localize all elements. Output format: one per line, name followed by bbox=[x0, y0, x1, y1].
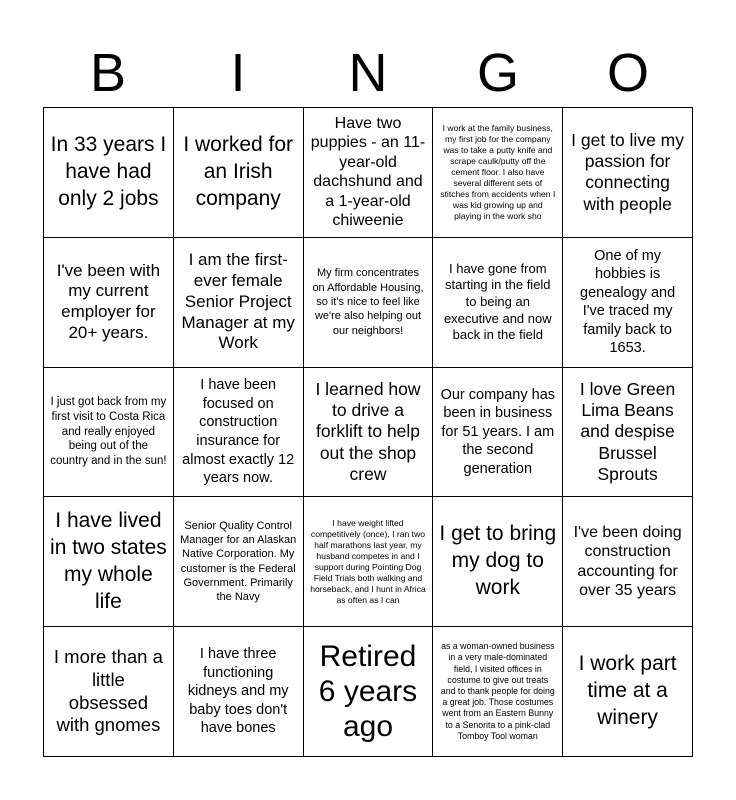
cell-text: as a woman-owned business in a very male-dominated field, I visited offices in costume to give out treats and to thank people for doing a great job. Those costumes went from an Eastern Bunny to a Senorita to a pink-clad Tomboy Tool woman bbox=[440, 641, 555, 741]
cell-text: I work at the family business, my first job for the company was to take a putty knife and scrape caulk/putty off the cement floor. I also have several different sets of stitches from accidents when I was kid growing up and playing in the work sho bbox=[440, 123, 556, 221]
header-letter-o: O bbox=[606, 43, 649, 103]
cell-text: I have been focused on construction insurance for almost exactly 12 years now. bbox=[182, 377, 295, 487]
cell-text: I have three functioning kidneys and my baby toes don't have bones bbox=[187, 646, 289, 737]
bingo-cell-i2[interactable] bbox=[174, 238, 304, 368]
bingo-cell-n5[interactable] bbox=[304, 627, 434, 757]
bingo-cell-b2[interactable] bbox=[44, 238, 174, 368]
bingo-cell-o3[interactable] bbox=[563, 368, 693, 498]
bingo-cell-i4[interactable] bbox=[174, 497, 304, 627]
bingo-cell-n3[interactable] bbox=[304, 368, 434, 498]
bingo-cell-n1[interactable] bbox=[304, 108, 434, 238]
cell-text: In 33 years I have had only 2 jobs bbox=[50, 133, 167, 210]
bingo-cell-o2[interactable] bbox=[563, 238, 693, 368]
cell-text: Have two puppies - an 11-year-old dachshund and a 1-year-old chiweenie bbox=[310, 114, 426, 230]
bingo-cell-o1[interactable] bbox=[563, 108, 693, 238]
cell-text: I've been doing construction accounting for over 35 years bbox=[573, 523, 682, 600]
bingo-header bbox=[43, 40, 693, 106]
cell-text: I've been with my current employer for 20+ years. bbox=[56, 260, 161, 342]
header-letter-g: G bbox=[476, 43, 519, 103]
bingo-cell-o4[interactable] bbox=[563, 497, 693, 627]
bingo-cell-b3[interactable] bbox=[44, 368, 174, 498]
cell-text: I just got back from my first visit to Costa Rica and really enjoyed being out of the country and in the sun! bbox=[50, 395, 167, 468]
bingo-cell-g2[interactable] bbox=[433, 238, 563, 368]
cell-text: One of my hobbies is genealogy and I've traced my family back to 1653. bbox=[580, 247, 676, 357]
cell-text: I worked for an Irish company bbox=[183, 133, 294, 210]
bingo-cell-b5[interactable] bbox=[44, 627, 174, 757]
cell-text: I have weight lifted competitively (once), I ran two half marathons last year, my husband competes in and I support during Pointing Dog Field Trials both walking and horseback, and I hunt in Africa as often as I can bbox=[310, 518, 426, 605]
bingo-cell-g1[interactable] bbox=[433, 108, 563, 238]
bingo-cell-i5[interactable] bbox=[174, 627, 304, 757]
cell-text: I am the first-ever female Senior Project Manager at my Work bbox=[181, 250, 295, 353]
cell-text: Our company has been in business for 51 years. I am the second generation bbox=[440, 386, 556, 477]
bingo-cell-g3[interactable] bbox=[433, 368, 563, 498]
bingo-cell-i3[interactable] bbox=[174, 368, 304, 498]
bingo-cell-g4[interactable] bbox=[433, 497, 563, 627]
cell-text: I have gone from starting in the field to being an executive and now back in the field bbox=[443, 260, 552, 343]
cell-text: I have lived in two states my whole life bbox=[50, 509, 167, 613]
bingo-cell-n2[interactable] bbox=[304, 238, 434, 368]
bingo-cell-i1[interactable] bbox=[174, 108, 304, 238]
bingo-cell-n4[interactable] bbox=[304, 497, 434, 627]
cell-text: My firm concentrates on Affordable Housing, so it's nice to feel like we're also helping out our neighbors! bbox=[312, 267, 424, 337]
cell-text: I love Green Lima Beans and despise Brussel Sprouts bbox=[579, 378, 676, 484]
header-letter-i: I bbox=[230, 43, 246, 103]
cell-text: I more than a little obsessed with gnomes bbox=[53, 646, 163, 736]
cell-text: Retired 6 years ago bbox=[318, 639, 418, 744]
bingo-cell-g5[interactable] bbox=[433, 627, 563, 757]
bingo-cell-b1[interactable] bbox=[44, 108, 174, 238]
bingo-cell-b4[interactable] bbox=[44, 497, 174, 627]
cell-text: I get to live my passion for connecting with people bbox=[571, 129, 684, 214]
header-letter-b: B bbox=[89, 43, 127, 103]
bingo-grid bbox=[43, 107, 693, 757]
bingo-cell-o5[interactable] bbox=[563, 627, 693, 757]
header-letter-n: N bbox=[348, 43, 388, 103]
cell-text: I get to bring my dog to work bbox=[439, 522, 557, 600]
cell-text: Senior Quality Control Manager for an Alaskan Native Corporation. My customer is the Federal Government. Primarily the Navy bbox=[180, 519, 297, 604]
cell-text: I work part time at a winery bbox=[578, 652, 677, 730]
cell-text: I learned how to drive a forklift to help out the shop crew bbox=[315, 378, 421, 484]
